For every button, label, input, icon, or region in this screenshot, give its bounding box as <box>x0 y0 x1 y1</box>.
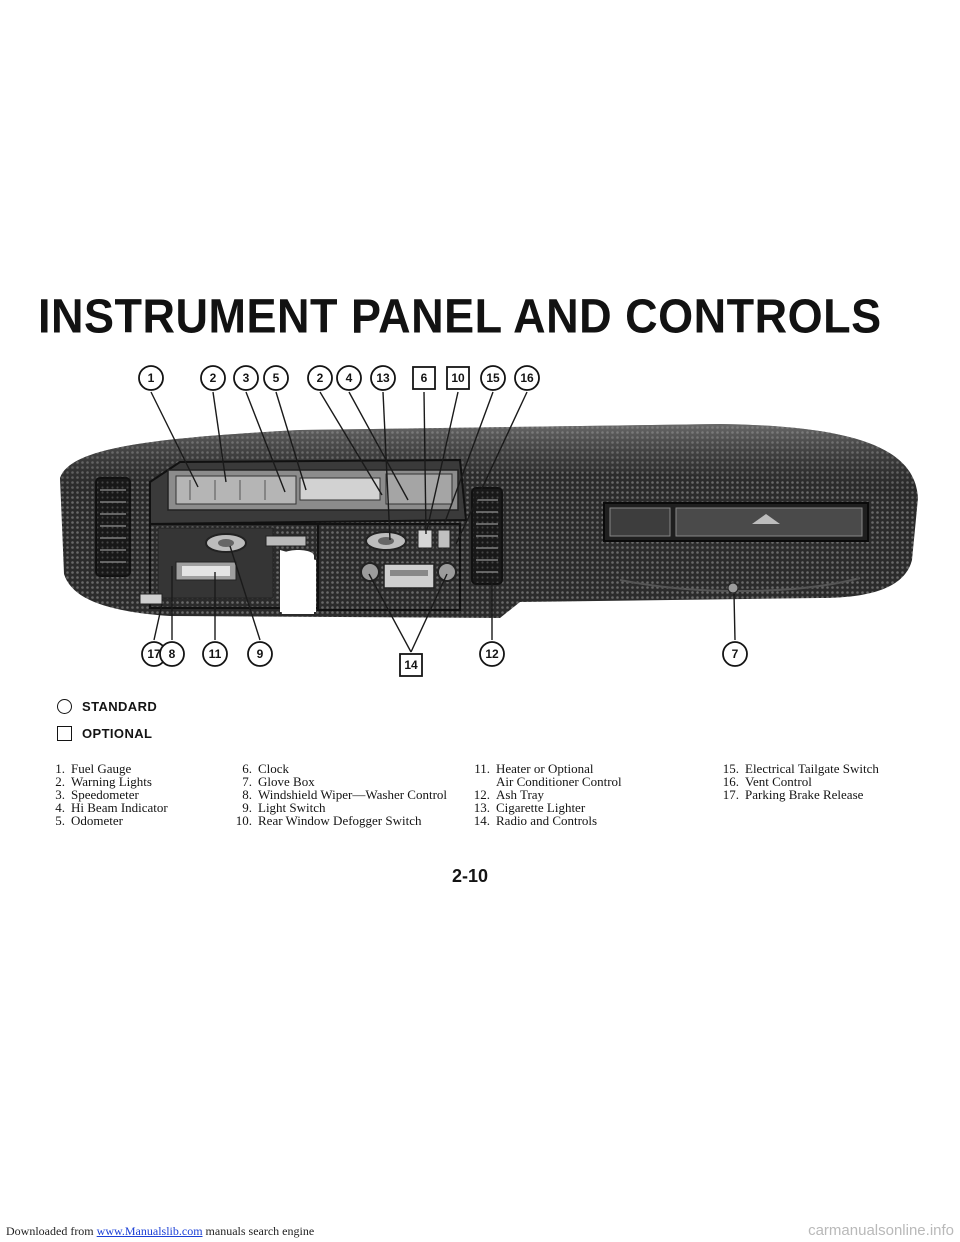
callout-label: 15 <box>486 371 500 385</box>
parts-list-column-2 <box>230 762 447 827</box>
parts-list-column-3 <box>468 762 622 827</box>
list-item: 11. Heater or Optional <box>474 761 594 776</box>
page-title: INSTRUMENT PANEL AND CONTROLS <box>38 288 882 344</box>
callout-label: 9 <box>256 647 264 661</box>
callout-label: 7 <box>731 647 739 661</box>
parts-list-column-4 <box>717 762 879 801</box>
banner-suffix: manuals search engine <box>202 1224 315 1238</box>
callout-label: 10 <box>451 371 465 385</box>
banner-prefix: Downloaded from <box>6 1224 97 1238</box>
square-icon <box>57 726 72 741</box>
callout-label: 1 <box>147 371 155 385</box>
list-item: 2. Warning Lights <box>55 774 152 789</box>
list-item: 4. Hi Beam Indicator <box>55 800 168 815</box>
callout-label: 6 <box>420 371 428 385</box>
callout-label: 13 <box>376 371 390 385</box>
circle-icon <box>57 699 72 714</box>
dashboard-illustration <box>0 340 960 680</box>
callout-label: 14 <box>404 658 418 672</box>
parts-list-column-1 <box>51 762 168 827</box>
callout-label: 12 <box>485 647 499 661</box>
list-item: 8. Windshield Wiper—Washer Control <box>242 787 448 802</box>
callout-label: 11 <box>208 647 222 661</box>
watermark: carmanualsonline.info <box>808 1222 954 1239</box>
list-item: 12. Ash Tray <box>473 787 545 802</box>
list-item-continuation: Air Conditioner Control <box>496 774 622 789</box>
list-item: 7. Glove Box <box>242 774 315 789</box>
legend-optional <box>57 726 152 741</box>
callout-label: 16 <box>520 371 534 385</box>
list-item: 3. Speedometer <box>55 787 139 802</box>
callout-label: 2 <box>316 371 324 385</box>
list-item: 6. Clock <box>242 761 290 776</box>
list-item: 10. Rear Window Defogger Switch <box>235 813 422 828</box>
list-item: 15. Electrical Tailgate Switch <box>722 761 879 776</box>
list-item: 17. Parking Brake Release <box>722 787 864 802</box>
list-item: 13. Cigarette Lighter <box>473 800 586 815</box>
list-item: 9. Light Switch <box>242 800 326 815</box>
callout-label: 4 <box>345 371 353 385</box>
legend-optional-label: OPTIONAL <box>82 726 153 741</box>
legend-standard-label: STANDARD <box>82 699 158 714</box>
legend-standard <box>57 699 157 714</box>
page-number: 2-10 <box>452 866 489 886</box>
callout-label: 17 <box>147 647 161 661</box>
list-item: 1. Fuel Gauge <box>55 761 132 776</box>
list-item: 5. Odometer <box>55 813 123 828</box>
list-item: 14. Radio and Controls <box>473 813 598 828</box>
callout-label: 3 <box>242 371 250 385</box>
list-item: 16. Vent Control <box>722 774 812 789</box>
download-banner <box>6 1224 314 1239</box>
manualslib-link[interactable]: www.Manualslib.com <box>96 1224 203 1238</box>
callout-label: 5 <box>272 371 280 385</box>
callout-label: 8 <box>168 647 176 661</box>
callout-label: 2 <box>209 371 217 385</box>
